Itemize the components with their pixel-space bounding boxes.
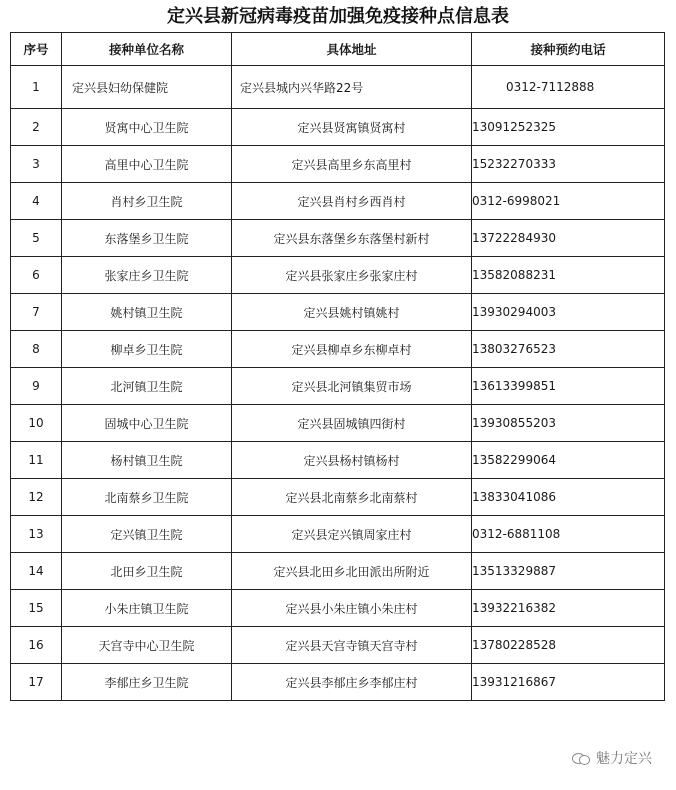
table-row <box>11 405 665 442</box>
cell-phone: 13513329887 <box>472 553 665 590</box>
cell-phone: 13930855203 <box>472 405 665 442</box>
cell-no: 1 <box>11 66 62 109</box>
cell-unit: 肖村乡卫生院 <box>62 183 232 220</box>
cell-unit: 定兴镇卫生院 <box>62 516 232 553</box>
cell-unit: 东落堡乡卫生院 <box>62 220 232 257</box>
table-row <box>11 590 665 627</box>
cell-unit: 高里中心卫生院 <box>62 146 232 183</box>
cell-no: 3 <box>11 146 62 183</box>
table-row <box>11 257 665 294</box>
cell-address: 定兴县定兴镇周家庄村 <box>232 516 472 553</box>
cell-address: 定兴县北河镇集贸市场 <box>232 368 472 405</box>
header-address: 具体地址 <box>232 33 472 66</box>
cell-no: 7 <box>11 294 62 331</box>
table-row <box>11 146 665 183</box>
table-row <box>11 368 665 405</box>
table-row <box>11 479 665 516</box>
cell-address: 定兴县张家庄乡张家庄村 <box>232 257 472 294</box>
cell-address: 定兴县固城镇四街村 <box>232 405 472 442</box>
cell-no: 16 <box>11 627 62 664</box>
cell-phone: 13932216382 <box>472 590 665 627</box>
table-row <box>11 331 665 368</box>
watermark <box>572 748 652 768</box>
table-row <box>11 442 665 479</box>
cell-unit: 北河镇卫生院 <box>62 368 232 405</box>
cell-unit: 姚村镇卫生院 <box>62 294 232 331</box>
cell-no: 14 <box>11 553 62 590</box>
cell-unit: 贤寓中心卫生院 <box>62 109 232 146</box>
table-header-row <box>11 33 665 66</box>
table-row <box>11 516 665 553</box>
cell-address: 定兴县贤寓镇贤寓村 <box>232 109 472 146</box>
cell-address: 定兴县李郁庄乡李郁庄村 <box>232 664 472 701</box>
cell-unit: 张家庄乡卫生院 <box>62 257 232 294</box>
cell-no: 10 <box>11 405 62 442</box>
cell-address: 定兴县东落堡乡东落堡村新村 <box>232 220 472 257</box>
cell-phone: 13722284930 <box>472 220 665 257</box>
cell-unit: 小朱庄镇卫生院 <box>62 590 232 627</box>
table-row <box>11 220 665 257</box>
cell-phone: 13931216867 <box>472 664 665 701</box>
cell-phone: 0312-7112888 <box>472 66 665 109</box>
cell-no: 15 <box>11 590 62 627</box>
cell-no: 12 <box>11 479 62 516</box>
cell-address: 定兴县天宫寺镇天宫寺村 <box>232 627 472 664</box>
cell-phone: 13613399851 <box>472 368 665 405</box>
cell-phone: 0312-6998021 <box>472 183 665 220</box>
cell-phone: 13091252325 <box>472 109 665 146</box>
cell-no: 17 <box>11 664 62 701</box>
table-row <box>11 294 665 331</box>
header-unit: 接种单位名称 <box>62 33 232 66</box>
cell-address: 定兴县肖村乡西肖村 <box>232 183 472 220</box>
cell-no: 4 <box>11 183 62 220</box>
wechat-icon <box>572 751 590 765</box>
table-row <box>11 627 665 664</box>
cell-address: 定兴县姚村镇姚村 <box>232 294 472 331</box>
cell-phone: 13803276523 <box>472 331 665 368</box>
cell-unit: 北田乡卫生院 <box>62 553 232 590</box>
cell-no: 9 <box>11 368 62 405</box>
cell-unit: 固城中心卫生院 <box>62 405 232 442</box>
cell-phone: 13582299064 <box>472 442 665 479</box>
cell-unit: 北南蔡乡卫生院 <box>62 479 232 516</box>
cell-address: 定兴县小朱庄镇小朱庄村 <box>232 590 472 627</box>
cell-no: 6 <box>11 257 62 294</box>
cell-phone: 13833041086 <box>472 479 665 516</box>
cell-address: 定兴县城内兴华路22号 <box>232 66 472 109</box>
cell-address: 定兴县北田乡北田派出所附近 <box>232 553 472 590</box>
cell-unit: 定兴县妇幼保健院 <box>62 66 232 109</box>
header-no: 序号 <box>11 33 62 66</box>
cell-no: 8 <box>11 331 62 368</box>
page-title: 定兴县新冠病毒疫苗加强免疫接种点信息表 <box>167 6 509 27</box>
cell-address: 定兴县北南蔡乡北南蔡村 <box>232 479 472 516</box>
table-row <box>11 664 665 701</box>
table-row <box>11 66 665 109</box>
watermark-text: 魅力定兴 <box>596 751 652 767</box>
cell-phone: 13582088231 <box>472 257 665 294</box>
vaccination-sites-table <box>10 32 665 701</box>
cell-address: 定兴县高里乡东高里村 <box>232 146 472 183</box>
cell-no: 13 <box>11 516 62 553</box>
header-phone: 接种预约电话 <box>472 33 665 66</box>
table-row <box>11 183 665 220</box>
cell-phone: 15232270333 <box>472 146 665 183</box>
cell-address: 定兴县杨村镇杨村 <box>232 442 472 479</box>
table-row <box>11 109 665 146</box>
cell-unit: 杨村镇卫生院 <box>62 442 232 479</box>
table-row <box>11 553 665 590</box>
cell-unit: 柳卓乡卫生院 <box>62 331 232 368</box>
cell-phone: 13930294003 <box>472 294 665 331</box>
cell-phone: 0312-6881108 <box>472 516 665 553</box>
cell-phone: 13780228528 <box>472 627 665 664</box>
cell-address: 定兴县柳卓乡东柳卓村 <box>232 331 472 368</box>
cell-unit: 天宫寺中心卫生院 <box>62 627 232 664</box>
cell-unit: 李郁庄乡卫生院 <box>62 664 232 701</box>
cell-no: 2 <box>11 109 62 146</box>
cell-no: 11 <box>11 442 62 479</box>
table-body <box>11 66 665 701</box>
cell-no: 5 <box>11 220 62 257</box>
